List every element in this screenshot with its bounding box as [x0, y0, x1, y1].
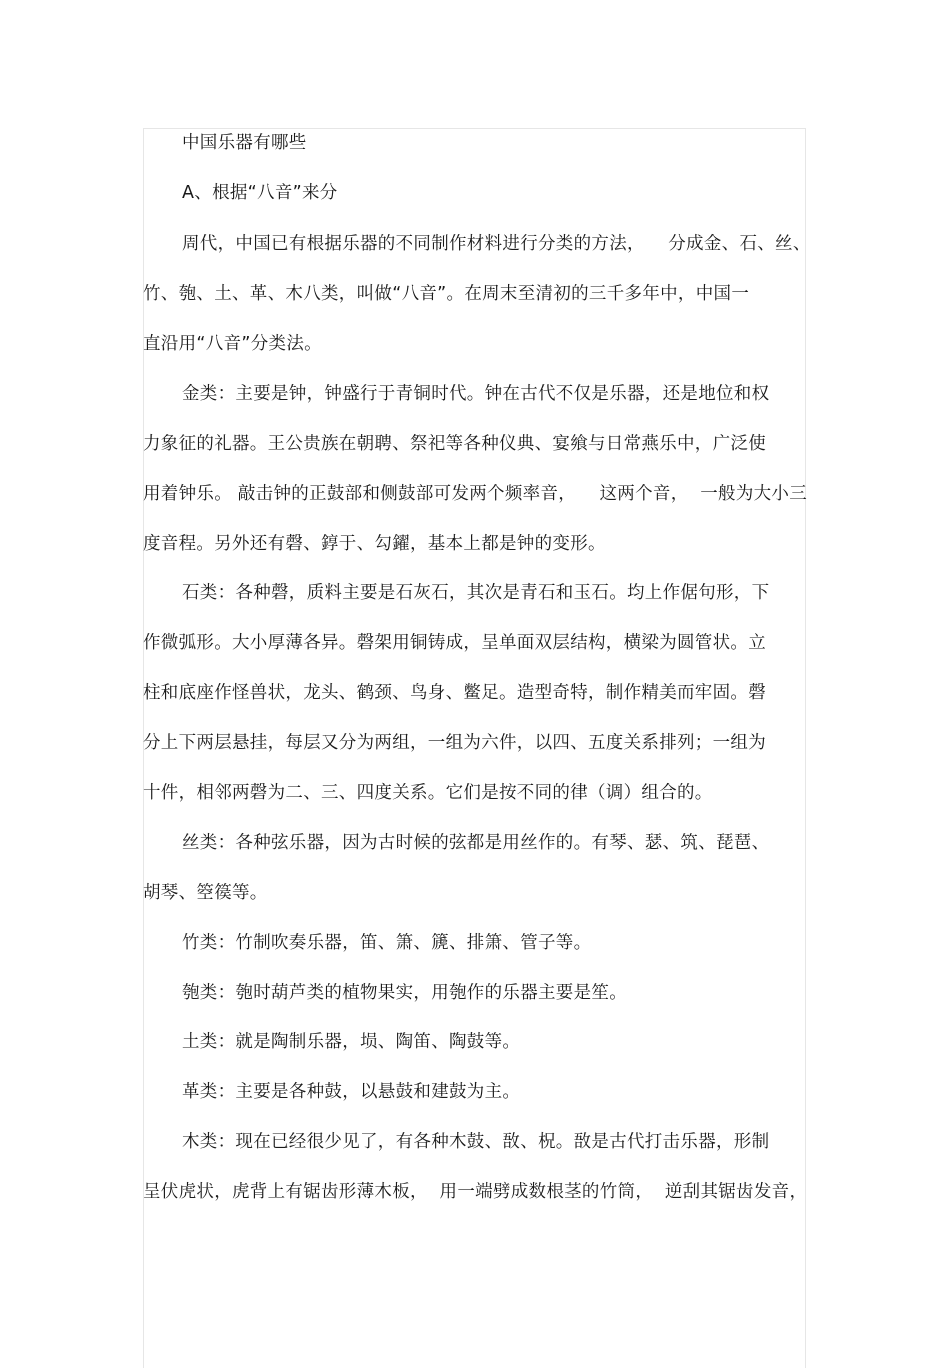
- section-heading: A、根据“八音”来分: [182, 183, 338, 203]
- paragraph-line: 木类：现在已经很少见了，有各种木鼓、敔、柷。敔是古代打击乐器，形制: [182, 1132, 770, 1152]
- paragraph-line: 呈伏虎状，虎背上有锯齿形薄木板， 用一端劈成数根茎的竹筒， 逆刮其锯齿发音，: [143, 1182, 808, 1202]
- paragraph-line: 力象征的礼器。王公贵族在朝聘、祭祀等各种仪典、宴飨与日常燕乐中，广泛使: [143, 434, 766, 454]
- paragraph-line: 石类：各种磬，质料主要是石灰石，其次是青石和玉石。均上作倨句形，下: [182, 583, 770, 603]
- paragraph-line: 度音程。另外还有磬、錞于、勾鑃，基本上都是钟的变形。: [143, 534, 606, 554]
- paragraph-line: 周代，中国已有根据乐器的不同制作材料进行分类的方法， 分成金、石、丝、: [182, 234, 811, 254]
- paragraph-line: 用着钟乐。 敲击钟的正鼓部和侧鼓部可发两个频率音， 这两个音， 一般为大小三: [143, 484, 808, 504]
- paragraph-line: 十件，相邻两磬为二、三、四度关系。它们是按不同的律（调）组合的。: [143, 783, 713, 803]
- paragraph-line: 土类：就是陶制乐器，埙、陶笛、陶鼓等。: [182, 1032, 521, 1052]
- paragraph-line: 竹类：竹制吹奏乐器，笛、箫、篪、排箫、管子等。: [182, 933, 592, 953]
- paragraph-line: 直沿用“八音”分类法。: [143, 334, 322, 354]
- paragraph-line: 柱和底座作怪兽状，龙头、鹤颈、鸟身、鳖足。造型奇特，制作精美而牢固。磬: [143, 683, 766, 703]
- paragraph-line: 革类：主要是各种鼓，以悬鼓和建鼓为主。: [182, 1082, 521, 1102]
- paragraph-line: 匏类：匏时葫芦类的植物果实，用匏作的乐器主要是笙。: [182, 983, 627, 1003]
- paragraph-line: 金类：主要是钟，钟盛行于青铜时代。钟在古代不仅是乐器，还是地位和权: [182, 384, 770, 404]
- paragraph-line: 丝类：各种弦乐器，因为古时候的弦都是用丝作的。有琴、瑟、筑、琵琶、: [182, 833, 770, 853]
- paragraph-line: 分上下两层悬挂，每层又分为两组，一组为六件，以四、五度关系排列；一组为: [143, 733, 766, 753]
- paragraph-line: 竹、匏、土、革、木八类，叫做“八音”。在周末至清初的三千多年中，中国一: [143, 284, 750, 304]
- paragraph-line: 作微弧形。大小厚薄各异。磬架用铜铸成，呈单面双层结构，横梁为圆管状。立: [143, 633, 766, 653]
- document-title: 中国乐器有哪些: [182, 133, 307, 153]
- paragraph-line: 胡琴、箜篌等。: [143, 883, 268, 903]
